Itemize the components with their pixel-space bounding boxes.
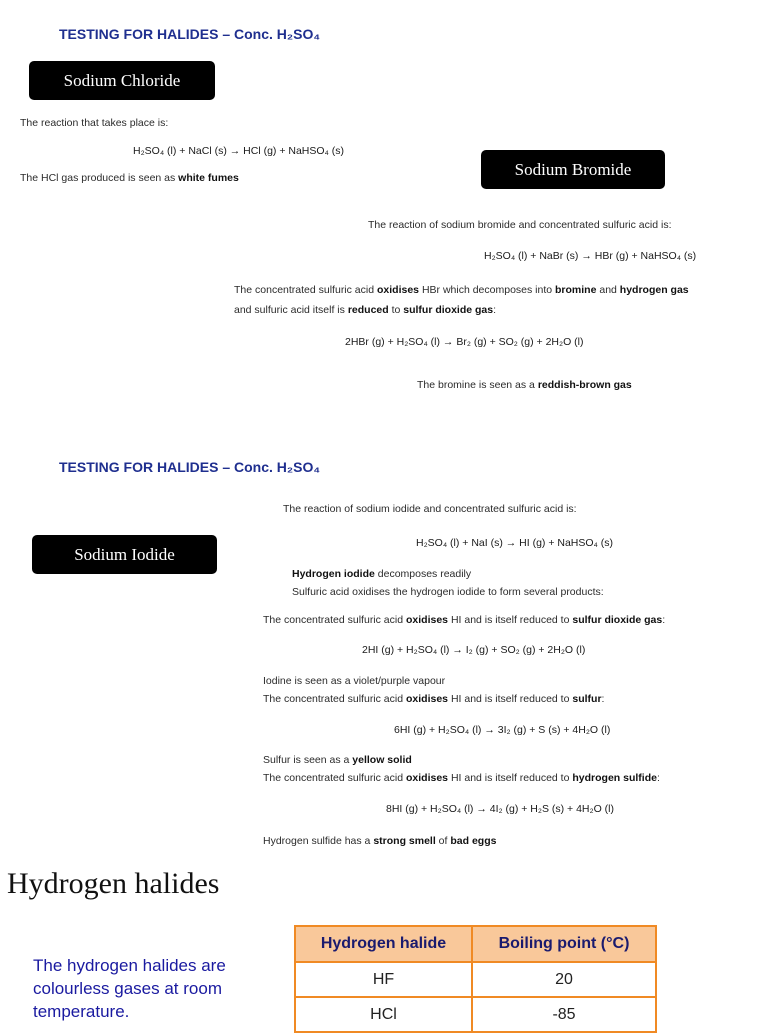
bromide-observation: The bromine is seen as a reddish-brown gas [417,379,632,391]
table-header-row [295,926,656,962]
iodide-equation: H₂SO₄ (l) + NaI (s) → HI (g) + NaHSO₄ (s) [416,537,613,549]
column-header-boiling-point: Boiling point (°C) [472,926,656,962]
iodide-observation-3: Hydrogen sulfide has a strong smell of bad eggs [263,835,497,847]
table-cell: 20 [472,962,656,997]
iodide-intro: The reaction of sodium iodide and concentrated sulfuric acid is: [283,503,577,515]
table-row [295,997,656,1032]
iodide-equation-3: 8HI (g) + H₂SO₄ (l) → 4I₂ (g) + H₂S (s) + 4H₂O (l) [386,803,614,815]
iodide-observation-1: Iodine is seen as a violet/purple vapour [263,675,446,687]
iodide-reaction-2: The concentrated sulfuric acid oxidises HI and is itself reduced to sulfur: [263,693,605,705]
iodide-observation-2: Sulfur is seen as a yellow solid [263,754,412,766]
iodide-products-line: Sulfuric acid oxidises the hydrogen iodide to form several products: [292,586,604,598]
section-title: TESTING FOR HALIDES – Conc. H₂SO₄ [59,26,321,42]
section-title: TESTING FOR HALIDES – Conc. H₂SO₄ [59,459,321,475]
table-cell: -85 [472,997,656,1032]
sodium-iodide-label: Sodium Iodide [32,535,217,574]
sodium-chloride-label: Sodium Chloride [29,61,215,100]
table-row [295,962,656,997]
bromide-explanation-line1: The concentrated sulfuric acid oxidises HBr which decomposes into bromine and hydrogen gas [234,284,689,296]
iodide-decomposes: Hydrogen iodide decomposes readily [292,568,472,580]
hydrogen-halides-heading: Hydrogen halides [7,867,220,900]
iodide-reaction-3: The concentrated sulfuric acid oxidises HI and is itself reduced to hydrogen sulfide: [263,772,660,784]
table-cell: HF [295,962,472,997]
bromide-intro: The reaction of sodium bromide and concentrated sulfuric acid is: [368,219,672,231]
iodide-equation-2: 6HI (g) + H₂SO₄ (l) → 3I₂ (g) + S (s) + 4H₂O (l) [394,724,611,736]
bromide-equation-2: 2HBr (g) + H₂SO₄ (l) → Br₂ (g) + SO₂ (g) + 2H₂O (l) [345,336,584,348]
bromide-equation: H₂SO₄ (l) + NaBr (s) → HBr (g) + NaHSO₄ (s) [484,250,697,262]
sodium-bromide-label: Sodium Bromide [481,150,665,189]
table-cell: HCl [295,997,472,1032]
bromide-explanation-line2: and sulfuric acid itself is reduced to sulfur dioxide gas: [234,304,497,316]
chloride-equation: H₂SO₄ (l) + NaCl (s) → HCl (g) + NaHSO₄ (s) [133,145,344,157]
iodide-equation-1: 2HI (g) + H₂SO₄ (l) → I₂ (g) + SO₂ (g) + 2H₂O (l) [362,644,586,656]
chloride-intro: The reaction that takes place is: [20,117,169,129]
iodide-reaction-1: The concentrated sulfuric acid oxidises HI and is itself reduced to sulfur dioxide gas: [263,614,666,626]
hydrogen-halides-description: The hydrogen halides are colourless gases at room temperature. [33,956,226,1021]
column-header-halide: Hydrogen halide [295,926,472,962]
chloride-observation: The HCl gas produced is seen as white fumes [20,172,239,184]
boiling-point-table [294,925,657,1033]
